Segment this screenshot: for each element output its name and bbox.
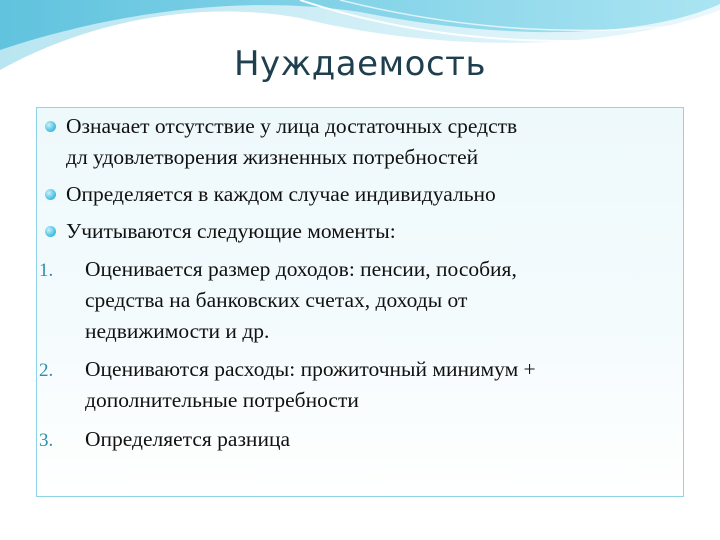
bullet-dot-icon bbox=[45, 121, 56, 132]
content-box bbox=[36, 107, 684, 497]
numbered-text: Оценивается размер доходов: пенсии, пособия, bbox=[85, 257, 517, 281]
numbered-text: недвижимости и др. bbox=[85, 319, 270, 343]
item-number: 1. bbox=[39, 260, 54, 281]
bullet-dot-icon bbox=[45, 189, 56, 200]
bullet-text: Учитываются следующие моменты: bbox=[66, 219, 396, 243]
item-number: 2. bbox=[39, 360, 54, 381]
numbered-text: Оцениваются расходы: прожиточный минимум + bbox=[85, 357, 536, 381]
bullet-text: дл удовлетворения жизненных потребностей bbox=[66, 145, 479, 169]
bullet-dot-icon bbox=[45, 226, 56, 237]
bullet-text: Определяется в каждом случае индивидуально bbox=[66, 182, 496, 206]
bullet-text: Означает отсутствие у лица достаточных средств bbox=[66, 114, 518, 138]
numbered-text: дополнительные потребности bbox=[85, 388, 359, 412]
numbered-text: средства на банковских счетах, доходы от bbox=[85, 288, 468, 312]
numbered-text: Определяется разница bbox=[85, 427, 290, 451]
slide-title: Нуждаемость bbox=[233, 44, 487, 84]
item-number: 3. bbox=[39, 430, 54, 451]
